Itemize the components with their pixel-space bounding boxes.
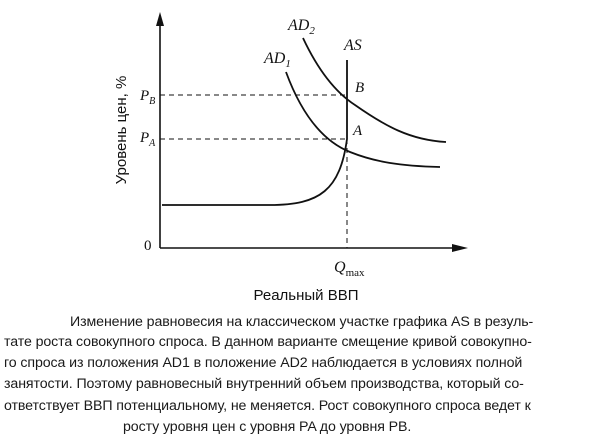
ad1-label: $AD_1$ (264, 50, 291, 70)
ad2-curve (303, 38, 446, 142)
as-label: AS (344, 37, 362, 54)
point-a-label: A (353, 123, 363, 139)
point-b-label: B (355, 80, 365, 96)
origin-label: 0 (144, 238, 152, 254)
x-axis-arrow (452, 244, 468, 252)
pb-tick-label: $P_B$ (140, 88, 156, 107)
guide-lines (160, 95, 347, 248)
caption-line: го спроса из положения AD1 в положение AD2 наблюдается в условиях полной (4, 355, 523, 371)
caption-line: ответствует ВВП потенциальному, не меняется. Рост совокупного спроса ведет к (4, 398, 531, 414)
figure-caption (0, 312, 595, 446)
as-curve (162, 60, 347, 205)
y-axis-title: Уровень цен, % (113, 75, 130, 185)
y-axis-arrow (156, 12, 164, 26)
ad2-label: $AD_2$ (288, 17, 315, 37)
pa-tick-label: $P_A$ (140, 130, 156, 149)
caption-line: занятости. Поэтому равновесный внутренний объем производства, который со- (4, 376, 524, 392)
axes (156, 12, 468, 252)
x-axis-title: Реальный ВВП (253, 287, 359, 304)
caption-line: Изменение равновесия на классическом участке графика AS в резуль- (70, 314, 534, 330)
caption-line: росту уровня цен с уровня PA до уровня PB. (123, 419, 412, 435)
caption-line: тате роста совокупного спроса. В данном варианте смещение кривой совокупно- (4, 334, 532, 350)
qmax-label: $Q_{max}$ (334, 259, 365, 279)
